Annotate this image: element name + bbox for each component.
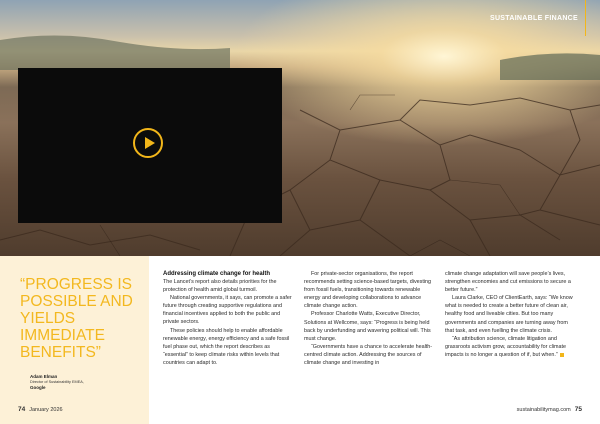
accent-rule [585, 0, 587, 36]
section-label: SUSTAINABLE FINANCE [489, 15, 578, 22]
paragraph-text: “As attribution science, climate litigation and grassroots activism grow, accountability for climate impacts is no longer a question of if, but when.” [445, 335, 567, 358]
play-icon [145, 137, 155, 149]
page-number-left: 74 [18, 406, 26, 413]
article-column-2 [304, 270, 436, 367]
paragraph: For private-sector organisations, the report recommends setting science-based targets, divesting from fossil fuels, transitioning towards renewable energy and developing collaborations to advance climate change action. [304, 271, 432, 310]
footer-left [18, 406, 63, 413]
pull-quote: “PROGRESS IS POSSIBLE AND YIELDS IMMEDIATE BENEFITS” [20, 276, 133, 361]
paragraph: The Lancet’s report also details priorities for the protection of health amid global turmoil. [163, 279, 277, 294]
paragraph [445, 335, 577, 359]
page-number-right: 75 [574, 406, 582, 413]
play-button[interactable] [133, 128, 163, 158]
quote-author-title: Director of Sustainability EMEA, [30, 380, 84, 384]
paragraph: These policies should help to enable affordable renewable energy, energy efficiency and a safe fossil fuel phase out, which the report describes as “essential” to keep climate risks within levels that countries can adapt to. [163, 327, 290, 366]
end-mark-icon [560, 353, 564, 357]
section-heading: Addressing climate change for health [163, 271, 271, 277]
quote-author-org: Google [30, 385, 46, 390]
site-url[interactable]: sustainabilitymag.com [516, 407, 571, 413]
paragraph: climate change adaptation will save people’s lives, strengthen economies and cut emissions to secure a better future.” [445, 271, 571, 294]
paragraph: Laura Clarke, CEO of ClientEarth, says: “We know what is needed to create a better future of clean air, healthy food and liveable cities. But too many governments and companies are turning away from that task, and even fuelling the climate crisis. [445, 295, 573, 334]
article-column-1 [163, 270, 295, 367]
paragraph: National governments, it says, can promote a safer future through creating supportive regulations and financial incentives applied to both the public and private sectors. [163, 295, 292, 326]
article-column-3 [445, 270, 577, 359]
issue-date: January 2026 [29, 407, 63, 413]
quote-author-name: Adam Elman [30, 374, 58, 379]
paragraph: Professor Charlotte Watts, Executive Director, Solutions at Wellcome, says: “Progress is being held back by underfunding and wavering political will. This must change. [304, 311, 431, 342]
paragraph: “Governments have a chance to accelerate health-centred climate action. Addressing the sources of climate change and investing in [304, 343, 433, 367]
footer-right [517, 406, 582, 413]
